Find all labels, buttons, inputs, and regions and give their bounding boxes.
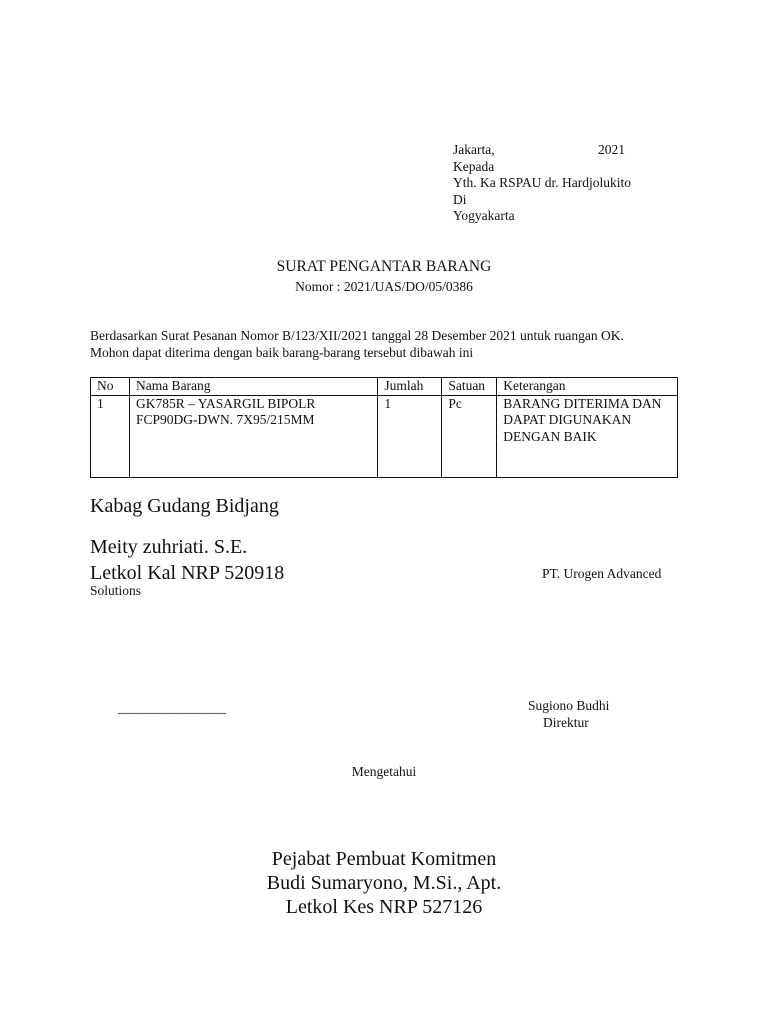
to-label: Kepada	[453, 158, 495, 174]
official-rank: Letkol Kes NRP 527126	[285, 896, 483, 918]
warehouse-rank: Letkol Kal NRP 520918	[90, 562, 285, 584]
place-text: Jakarta,	[453, 142, 495, 157]
company-line-1: PT. Urogen Advanced	[542, 566, 662, 581]
city-text: Yogyakarta	[453, 208, 515, 223]
company-line-2: Solutions	[90, 583, 142, 598]
director-title: Direktur	[543, 715, 589, 730]
header-note: Keterangan	[497, 378, 678, 396]
official-name: Budi Sumaryono, M.Si., Apt.	[266, 872, 502, 894]
cell-note-line-2: DAPAT DIGUNAKAN	[503, 412, 632, 427]
cell-note-line-3: DENGAN BAIK	[503, 428, 597, 444]
cell-note	[497, 395, 678, 477]
table-header-row	[91, 378, 678, 396]
header-qty: Jumlah	[378, 378, 442, 396]
table-row	[91, 395, 678, 477]
official-title: Pejabat Pembuat Komitmen	[271, 848, 497, 870]
document-number: Nomor : 2021/UAS/DO/05/0386	[295, 279, 473, 294]
document-title: SURAT PENGANTAR BARANG	[276, 258, 492, 275]
cell-unit: Pc	[442, 395, 497, 477]
cell-name-line-1: GK785R – YASARGIL BIPOLR	[135, 395, 316, 411]
cell-qty: 1	[378, 395, 442, 477]
cell-name-line-2: FCP90DG-DWN. 7X95/215MM	[135, 412, 315, 427]
cell-name	[129, 395, 377, 477]
header-unit: Satuan	[442, 378, 497, 396]
address-block	[453, 142, 653, 225]
intro-line-2: Mohon dapat diterima dengan baik barang-barang tersebut dibawah ini	[90, 344, 474, 360]
warehouse-title: Kabag Gudang Bidjang	[90, 495, 279, 517]
intro-line-1: Berdasarkan Surat Pesanan Nomor B/123/XII/2021 tanggal 28 Desember 2021 untuk ruangan OK.	[90, 328, 624, 343]
header-no: No	[91, 378, 130, 396]
year-text: 2021	[598, 142, 625, 157]
recipient-text: Yth. Ka RSPAU dr. Hardjolukito	[453, 175, 632, 190]
cell-no: 1	[91, 395, 130, 477]
header-name: Nama Barang	[129, 378, 377, 396]
cell-note-line-1: BARANG DITERIMA DAN	[503, 395, 662, 411]
acknowledged-label: Mengetahui	[351, 764, 417, 779]
director-name: Sugiono Budhi	[528, 698, 610, 713]
warehouse-name: Meity zuhriati. S.E.	[90, 536, 248, 558]
items-table	[90, 377, 678, 478]
at-label: Di	[453, 191, 467, 207]
signature-blank-line: ________________	[118, 700, 226, 715]
